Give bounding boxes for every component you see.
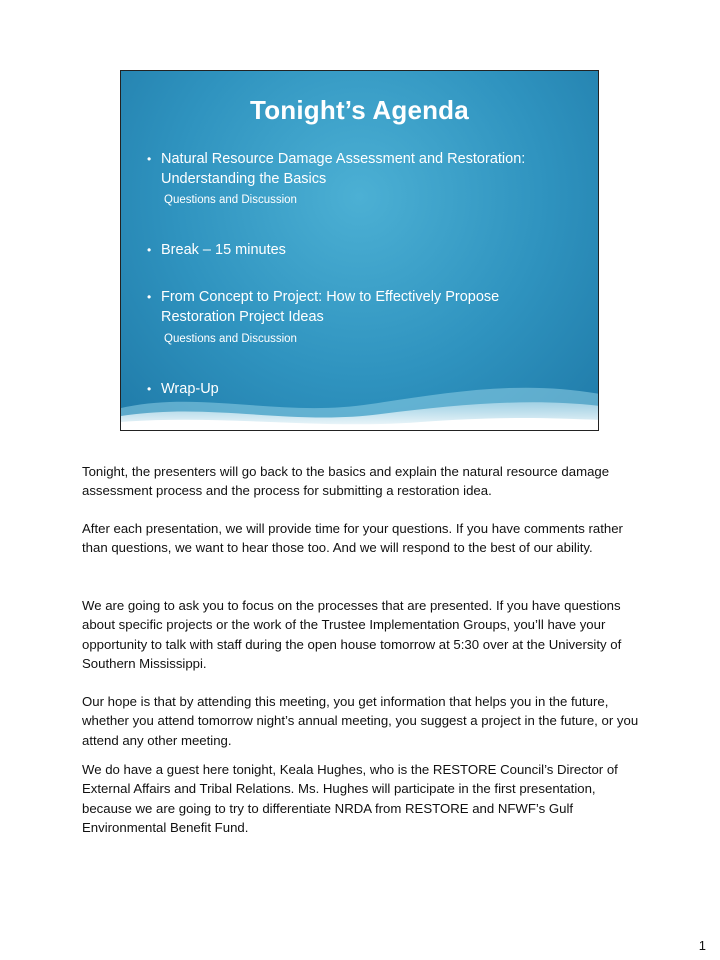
- agenda-subitem: Questions and Discussion: [164, 194, 297, 206]
- speaker-notes-paragraph: Tonight, the presenters will go back to the basics and explain the natural resource damage assessment process and the process for submitting a restoration idea.: [82, 464, 610, 499]
- wave-decoration: [121, 360, 599, 430]
- speaker-notes-paragraph: Our hope is that by attending this meeting, you get information that helps you in the future, whether you attend tomorrow night’s annual meeting, you suggest a project in the future, or you attend any other meeting.: [82, 694, 639, 748]
- bullet-icon: •: [147, 382, 152, 396]
- agenda-subitem: Questions and Discussion: [164, 333, 297, 345]
- agenda-item-line: Understanding the Basics: [161, 171, 327, 187]
- agenda-item-line: Natural Resource Damage Assessment and Restoration:: [161, 151, 526, 167]
- agenda-item-line: Wrap-Up: [161, 381, 219, 397]
- speaker-notes-paragraph: After each presentation, we will provide time for your questions. If you have comments rather than questions, we want to hear those too. And we will respond to the best of our ability.: [82, 521, 623, 556]
- bullet-icon: •: [147, 152, 152, 166]
- bullet-icon: •: [147, 243, 152, 257]
- page-number: 1: [698, 938, 706, 953]
- agenda-item-line: From Concept to Project: How to Effectively Propose: [161, 289, 500, 305]
- agenda-slide: [120, 70, 599, 431]
- agenda-item-concept: [147, 287, 567, 327]
- speaker-notes-paragraph: We do have a guest here tonight, Keala Hughes, who is the RESTORE Council’s Director of External Affairs and Tribal Relations. Ms. Hughes will participate in the first presentation, because we are going to try to differentiate NRDA from RESTORE and NFWF’s Gulf Environmental Benefit Fund.: [82, 762, 618, 836]
- speaker-notes-paragraph: We are going to ask you to focus on the processes that are presented. If you have questions about specific projects or the work of the Trustee Implementation Groups, you’ll have your opportunity to talk with staff during the open house tomorrow at 5:30 over at the University of Southern Mississippi.: [82, 598, 622, 672]
- bullet-icon: •: [147, 290, 152, 304]
- agenda-item-break: [147, 240, 567, 260]
- agenda-item-line: Break – 15 minutes: [161, 242, 286, 258]
- agenda-item-line: Restoration Project Ideas: [161, 309, 324, 325]
- agenda-item-nrda: [147, 149, 567, 189]
- slide-title: Tonight’s Agenda: [250, 95, 469, 125]
